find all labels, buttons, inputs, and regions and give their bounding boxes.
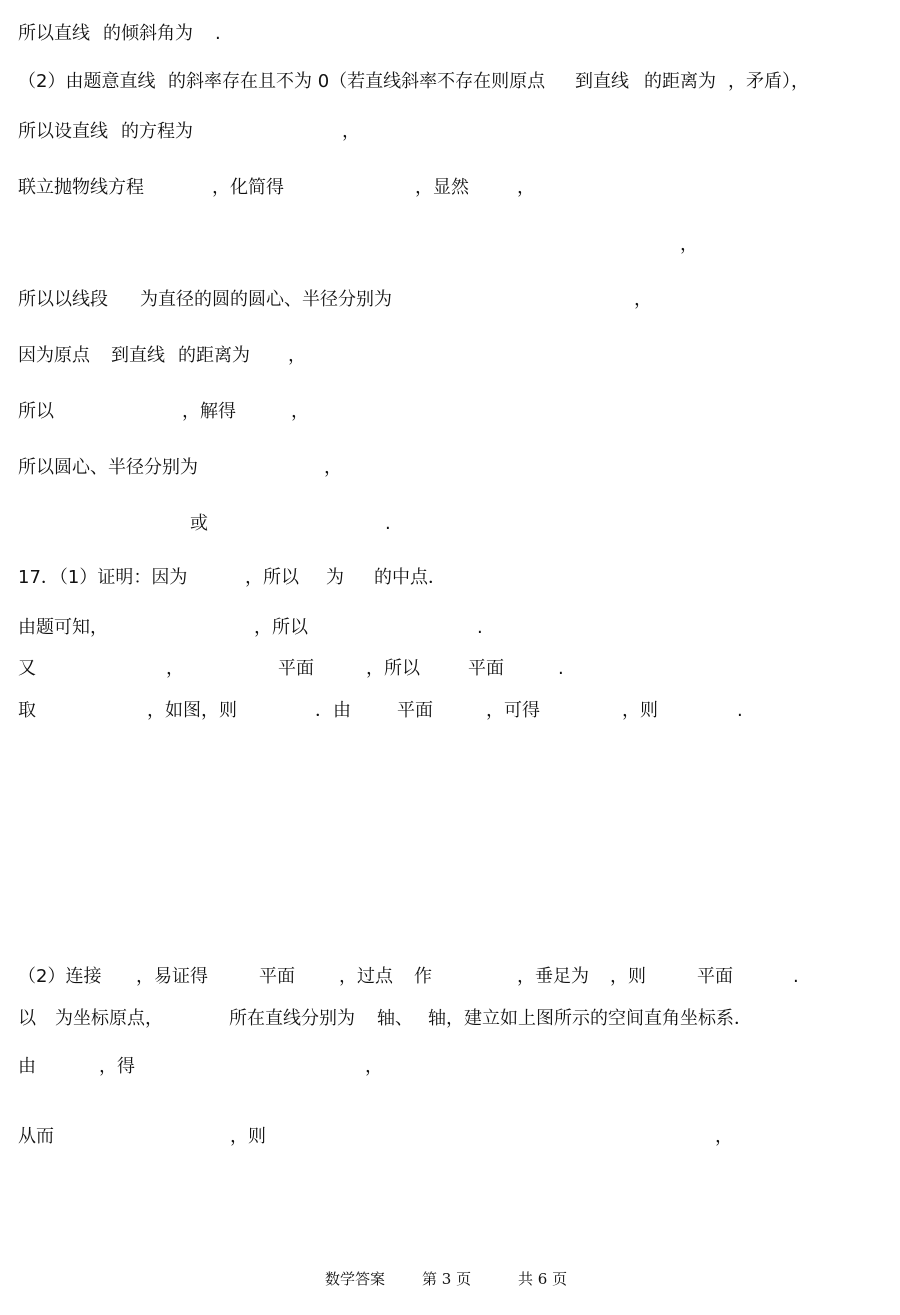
text-segment: 因为原点 <box>18 345 90 366</box>
text-segment: （2）由题意直线 <box>18 71 156 92</box>
footer-total-pages: 共 6 页 <box>518 1270 568 1288</box>
text-segment: 以 <box>18 1008 36 1029</box>
text-segment: 的方程为 <box>121 121 193 142</box>
text-segment: 到直线 <box>111 345 165 366</box>
text-segment: 或 <box>190 513 208 534</box>
text-segment: 的倾斜角为 <box>103 23 193 44</box>
text-segment: ，则 <box>610 966 646 987</box>
text-segment: . <box>215 23 221 44</box>
text-segment: 的距离为 <box>178 345 250 366</box>
text-segment: ，得 <box>99 1056 135 1077</box>
text-segment: 联立抛物线方程 <box>18 177 144 198</box>
text-segment: . <box>737 700 743 721</box>
text-segment: ，化简得 <box>212 177 284 198</box>
text-segment: ， <box>365 1056 383 1077</box>
text-segment: 所以圆心、半径分别为 <box>18 457 198 478</box>
text-segment: 所在直线分别为 <box>229 1008 355 1029</box>
text-segment: ，解得 <box>182 401 236 422</box>
text-segment: 17．（1）证明：因为 <box>18 567 188 588</box>
text-segment: 为直径的圆的圆心、半径分别为 <box>140 289 392 310</box>
text-segment: 轴、 <box>377 1008 413 1029</box>
text-segment: 平面 <box>278 658 314 679</box>
text-segment: ， <box>166 658 184 679</box>
text-segment: . <box>477 617 483 638</box>
text-segment: 平面 <box>468 658 504 679</box>
text-segment: 由 <box>18 1056 36 1077</box>
text-segment: ， <box>288 345 306 366</box>
text-segment: 所以直线 <box>18 23 90 44</box>
text-segment: ， <box>680 234 698 255</box>
text-segment: 为坐标原点， <box>55 1008 163 1029</box>
text-segment: ，垂足为 <box>517 966 589 987</box>
text-segment: 的斜率存在且不为 0（若直线斜率不存在则原点 <box>168 71 546 92</box>
text-segment: 平面 <box>697 966 733 987</box>
text-segment: 的距离为 <box>644 71 716 92</box>
text-segment: ，所以 <box>254 617 308 638</box>
text-segment: ．由 <box>315 700 351 721</box>
text-segment: 轴，建立如上图所示的空间直角坐标系． <box>428 1008 752 1029</box>
text-segment: ，显然 <box>415 177 469 198</box>
text-segment: 为 <box>326 567 344 588</box>
text-segment: . <box>385 513 391 534</box>
text-segment: 作 <box>414 966 432 987</box>
text-segment: ，所以 <box>245 567 299 588</box>
text-segment: ，如图，则 <box>147 700 237 721</box>
text-segment: ， <box>342 121 360 142</box>
footer-page-number: 第 3 页 <box>422 1270 472 1288</box>
text-segment: ， <box>634 289 652 310</box>
text-segment: 所以设直线 <box>18 121 108 142</box>
text-segment: 到直线 <box>575 71 629 92</box>
text-segment: ，可得 <box>486 700 540 721</box>
text-segment: ，所以 <box>366 658 420 679</box>
text-segment: ，易证得 <box>136 966 208 987</box>
text-segment: 的中点． <box>374 567 446 588</box>
text-segment: 所以以线段 <box>18 289 108 310</box>
text-segment: ，过点 <box>339 966 393 987</box>
text-segment: 平面 <box>259 966 295 987</box>
text-segment: ， <box>291 401 309 422</box>
text-segment: 所以 <box>18 401 54 422</box>
text-segment: ，则 <box>622 700 658 721</box>
text-segment: 由题可知， <box>18 617 108 638</box>
text-segment: ， <box>715 1126 733 1147</box>
text-segment: 又 <box>18 658 36 679</box>
footer-subject: 数学答案 <box>325 1270 386 1288</box>
text-segment: ， <box>517 177 535 198</box>
text-segment: ，矛盾）， <box>728 71 809 92</box>
text-segment: ，则 <box>230 1126 266 1147</box>
text-segment: . <box>793 966 799 987</box>
text-segment: （2）连接 <box>18 966 102 987</box>
text-segment: 从而 <box>18 1126 54 1147</box>
text-segment: 取 <box>18 700 36 721</box>
text-segment: ， <box>324 457 342 478</box>
text-segment: 平面 <box>397 700 433 721</box>
text-segment: . <box>558 658 564 679</box>
